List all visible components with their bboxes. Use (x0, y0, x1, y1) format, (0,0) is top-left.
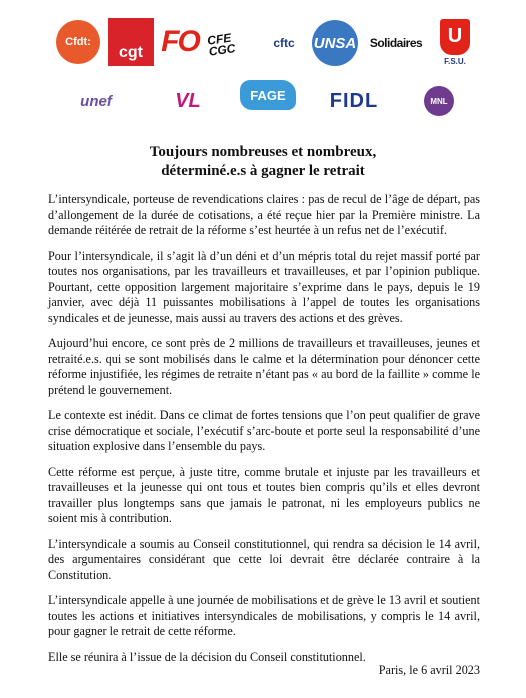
paragraph: L’intersyndicale appelle à une journée de mobilisations et de grève le 13 avril et soutient toutes les actions et initiatives intersyndicales de mobilisations, y compris le 14 avril, pour gagner le retrait de cette réforme. (48, 593, 480, 638)
paragraph: Aujourd’hui encore, ce sont près de 2 millions de travailleurs et travailleuses, jeunes et retraité.e.s. qui se sont mobilisés dans le calme et la détermination pour dénoncer cette réforme injustifiée, les régimes de retraite n’étant pas « au bord de la faillite » comme le prétend le gouvernement. (48, 336, 480, 397)
fo-logo-text: FO (161, 25, 199, 58)
cfdt-logo (56, 20, 100, 64)
cftc-logo (264, 30, 304, 56)
logos-row-unions (0, 14, 526, 70)
vl-logo (170, 86, 206, 116)
paragraph: Elle se réunira à l’issue de la décision du Conseil constitutionnel. (48, 649, 366, 664)
title-line-2: déterminé.e.s à gagner le retrait (161, 163, 365, 179)
paragraph: L’intersyndicale a soumis au Conseil constitutionnel, qui rendra sa décision le 14 avril, des argumentaires considérant que cette loi devrait être déclarée contraire à la Constitution. (48, 536, 480, 582)
document-body (48, 192, 480, 675)
cgt-logo-text: cgt (119, 44, 143, 61)
vl-logo-text: VL (175, 89, 201, 112)
document-title (0, 143, 526, 181)
fo-logo (160, 22, 200, 62)
fidl-logo (326, 88, 382, 114)
solidaires-logo (366, 32, 426, 54)
paragraph: Le contexte est inédit. Dans ce climat de fortes tensions que l’on peut qualifier de grave crise démocratique et sociale, l’exécutif s’arc-boute et porte seul la responsabilité d’une situation explosive dans l’ensemble du pays. (48, 408, 480, 453)
mnl-logo (424, 86, 454, 116)
date-signoff: Paris, le 6 avril 2023 (378, 663, 480, 677)
cgt-logo (108, 18, 154, 66)
cftc-logo-text: cftc (273, 36, 295, 50)
fsu-logo-text: F.S.U. (444, 56, 466, 66)
title-line-1: Toujours nombreuses et nombreux, (149, 144, 377, 160)
unef-logo (74, 90, 118, 112)
mnl-logo-text: MNL (430, 96, 448, 106)
fage-logo-text: FAGE (250, 87, 286, 103)
fsu-logo-mark: U (440, 19, 470, 55)
solidaires-logo-text: Solidaires (369, 36, 423, 50)
unsa-logo-text: UNSA (313, 34, 357, 52)
fage-logo (240, 80, 296, 110)
paragraph: Pour l’intersyndicale, il s’agit là d’un déni et d’un mépris total du rejet massif porté par toutes nos organisations, par les travailleurs et travailleuses, et par l’opinion publique. Pourtant, cette opposition largement majoritaire s’exprime dans le pays, depuis le 19 janvier, avec déjà 11 puissantes mobilisations à l’appel de toutes les organisations syndicales et de jeunesse, mais aussi au travers des actions et des grèves. (48, 248, 480, 325)
unef-logo-text: unef (80, 92, 112, 110)
unsa-logo (312, 20, 358, 66)
cfdt-logo-text: Cfdt: (65, 36, 91, 48)
cfe-cgc-logo-text: CFE CGC (206, 30, 237, 59)
paragraph: Cette réforme est perçue, à juste titre, comme brutale et injuste par les travailleurs et travailleuses et la jeunesse qui ont tous et toutes bien compris qu’ils et elles devront travailler plus longtemps sans que jamais le patronat, ni les employeurs publics ne soient mis à contribution. (48, 464, 480, 525)
fsu-logo (438, 16, 472, 68)
paragraph: L’intersyndicale, porteuse de revendications claires : pas de recul de l’âge de départ, pas d’allongement de la durée de cotisations, a été reçue hier par la Première ministre. La demande réitérée de retrait de la réforme s’est heurtée à un refus net de l’exécutif. (48, 192, 480, 237)
fidl-logo-text: FIDL (329, 89, 379, 112)
logos-row-youth (0, 78, 526, 122)
cfe-cgc-logo (205, 21, 250, 66)
